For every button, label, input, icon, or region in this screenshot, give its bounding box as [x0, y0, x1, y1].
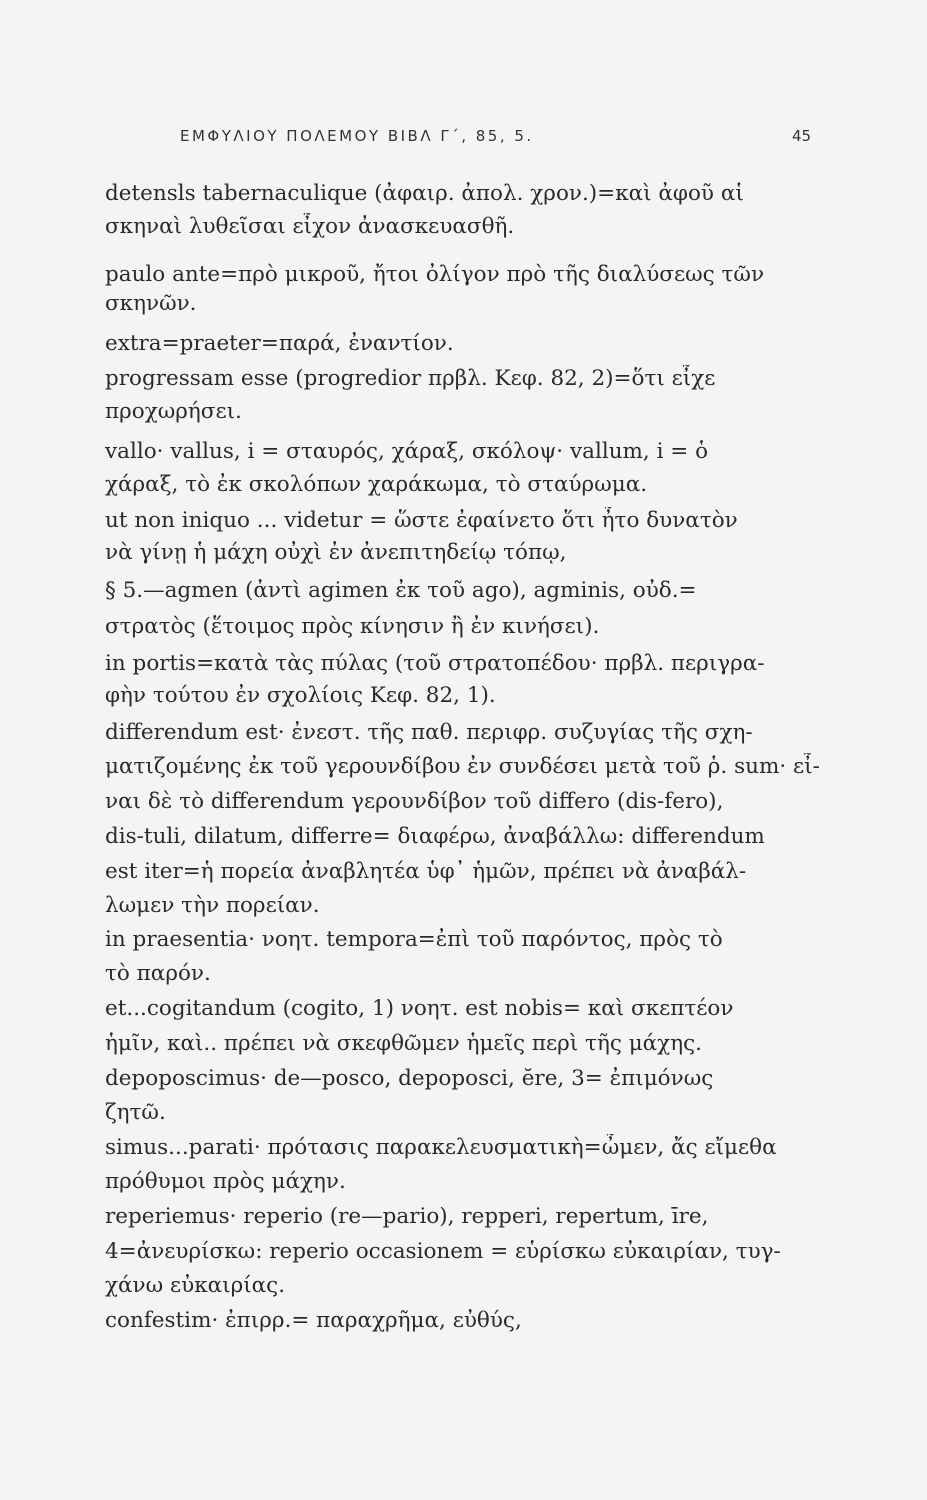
text-line: § 5.—agmen (ἀντὶ agimen ἐκ τοῦ ago), agminis, οὐδ.=: [105, 578, 697, 603]
text-line: et...cogitandum (cogito, 1) νοητ. est nobis= καὶ σκεπτέον: [105, 996, 734, 1021]
text-line: ἡμῖν, καὶ.. πρέπει νὰ σκεφθῶμεν ἡμεῖς περὶ τῆς μάχης.: [105, 1031, 702, 1056]
text-line: extra=praeter=παρά, ἐναντίον.: [105, 331, 454, 356]
text-line: paulo ante=πρὸ μικροῦ, ἤτοι ὀλίγον πρὸ τῆς διαλύσεως τῶν: [105, 262, 765, 287]
text-line: σκηναὶ λυθεῖσαι εἶχον ἀνασκευασθῆ.: [105, 214, 515, 239]
text-line: νὰ γίνῃ ἡ μάχη οὐχὶ ἐν ἀνεπιτηδείῳ τόπῳ,: [105, 540, 567, 565]
text-line: in portis=κατὰ τὰς πύλας (τοῦ στρατοπέδου· πρβλ. περιγρα-: [105, 651, 765, 676]
text-line: φὴν τούτου ἐν σχολίοις Κεφ. 82, 1).: [105, 683, 496, 708]
text-line: λωμεν τὴν πορείαν.: [105, 893, 320, 918]
text-line: in praesentia· νοητ. tempora=ἐπὶ τοῦ παρόντος, πρὸς τὸ: [105, 927, 723, 952]
text-line: vallo· vallus, i = σταυρός, χάραξ, σκόλοψ· vallum, i = ὁ: [105, 439, 709, 464]
text-line: dis-tuli, dilatum, differre= διαφέρω, ἀναβάλλω: differendum: [105, 824, 765, 849]
text-line: σκηνῶν.: [105, 291, 197, 316]
text-line: reperiemus· reperio (re—pario), repperi, repertum, īre,: [105, 1204, 709, 1229]
text-line: ut non iniquo ... videtur = ὥστε ἐφαίνετο ὅτι ἦτο δυνατὸν: [105, 508, 738, 533]
text-line: ζητῶ.: [105, 1100, 166, 1125]
page-number: 45: [792, 127, 812, 145]
running-head: ΕΜΦΥΛΙΟΥ ΠΟΛΕΜΟΥ ΒΙΒΛ Γ΄, 85, 5.: [180, 127, 534, 145]
text-line: πρόθυμοι πρὸς μάχην.: [105, 1169, 346, 1194]
text-line: confestim· ἐπιρρ.= παραχρῆμα, εὐθύς,: [105, 1308, 522, 1333]
text-line: ναι δὲ τὸ differendum γερουνδίβον τοῦ differo (dis-fero),: [105, 789, 724, 814]
text-line: differendum est· ἐνεστ. τῆς παθ. περιφρ. συζυγίας τῆς σχη-: [105, 720, 753, 745]
text-line: χάραξ, τὸ ἐκ σκολόπων χαράκωμα, τὸ σταύρωμα.: [105, 472, 648, 497]
text-line: progressam esse (progredior πρβλ. Κεφ. 82, 2)=ὅτι εἶχε: [105, 366, 716, 391]
text-line: τὸ παρόν.: [105, 961, 211, 986]
text-line: ματιζομένης ἐκ τοῦ γερουνδίβου ἐν συνδέσει μετὰ τοῦ ῥ. sum· εἶ-: [105, 754, 820, 779]
text-line: χάνω εὐκαιρίας.: [105, 1273, 286, 1298]
text-line: 4=ἀνευρίσκω: reperio occasionem = εὑρίσκω εὐκαιρίαν, τυγ-: [105, 1239, 781, 1264]
text-line: depoposcimus· de—posco, depoposci, ĕre, 3= ἐπιμόνως: [105, 1066, 714, 1091]
text-line: στρατὸς (ἕτοιμος πρὸς κίνησιν ἢ ἐν κινήσει).: [105, 614, 600, 639]
text-line: προχωρήσει.: [105, 399, 242, 424]
text-line: simus...parati· πρότασις παρακελευσματικὴ=ὦμεν, ἄς εἴμεθα: [105, 1135, 777, 1160]
text-line: est iter=ἡ πορεία ἀναβλητέα ὑφ᾽ ἡμῶν, πρέπει νὰ ἀναβάλ-: [105, 859, 747, 884]
text-line: detensls tabernaculique (ἀφαιρ. ἀπολ. χρον.)=καὶ ἀφοῦ αἱ: [105, 181, 744, 206]
